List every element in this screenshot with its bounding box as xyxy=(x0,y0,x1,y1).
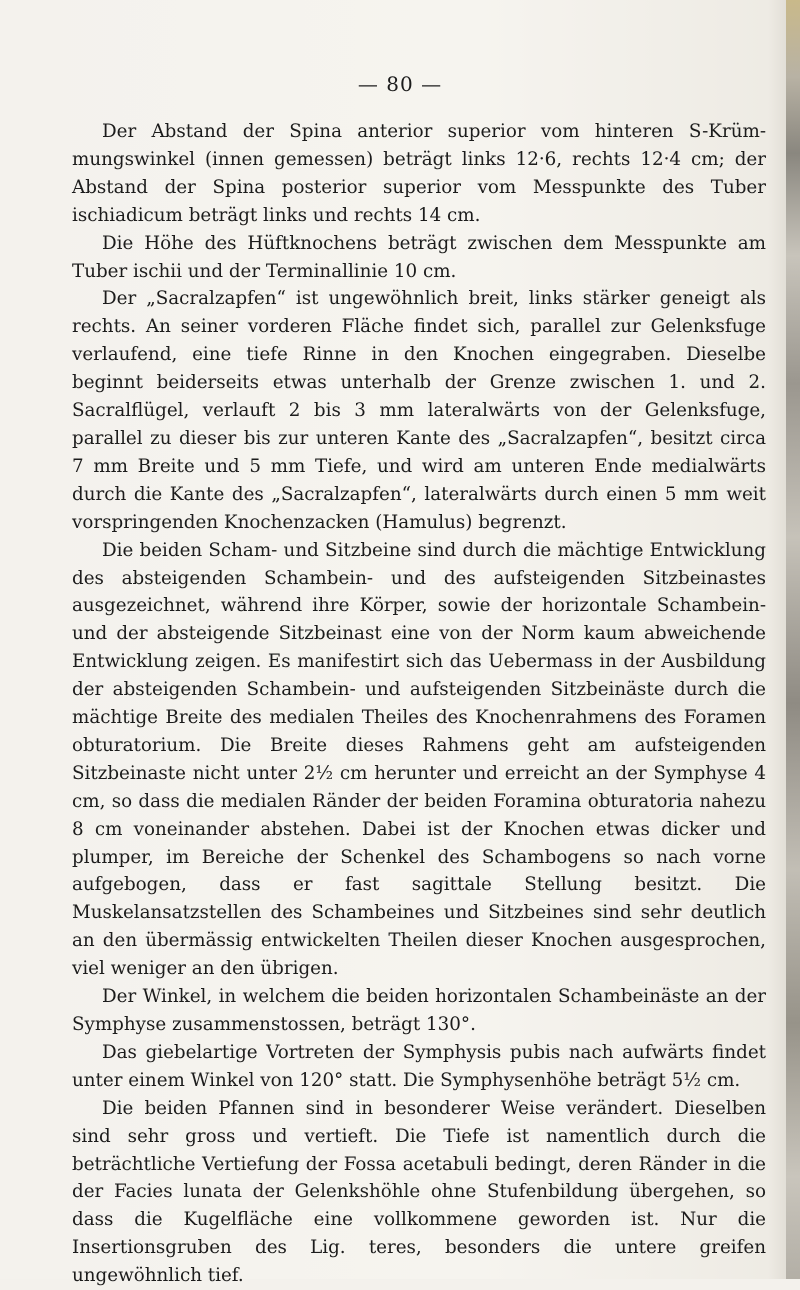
paragraph-acetabula: Die beiden Pfannen sind in besonderer Weise verändert. Dieselben sind sehr gross und vertieft. Die Tiefe ist namentlich durch die beträchtliche Vertiefung der Fossa acetabuli bedingt, deren Ränder in die der Facies lunata der Gelenkshöhle ohne Stufenbildung übergehen, so dass die Kugelfläche eine vollkommene geworden ist. Nur die Insertionsgruben des Lig. teres, besonders die untere greifen ungewöhnlich tief. xyxy=(72,1097,766,1287)
page-number: — 80 — xyxy=(357,72,443,96)
page-edge-shadow xyxy=(786,0,800,1279)
paragraph-spina-distance: Der Abstand der Spina anterior superior vom hinteren S-Krümmungswinkel (innen gemessen) beträgt links 12·6, rechts 12·4 cm; der Abstand der Spina posterior superior vom Messpunkte des Tuber ischiadicum beträgt links und rechts 14 cm. xyxy=(72,121,766,226)
paragraph-symphysis-angle: Der Winkel, in welchem die beiden horizontalen Schambeinäste an der Symphyse zusammenstossen, beträgt 130°. xyxy=(72,986,766,1035)
paragraph-sacralzapfen: Der „Sacralzapfen“ ist ungewöhnlich breit, links stärker geneigt als rechts. An seiner vorderen Fläche findet sich, parallel zur Gelenksfuge verlaufend, eine tiefe Rinne in den Knochen eingegraben. Dieselbe beginnt beiderseits etwas unterhalb der Grenze zwischen 1. und 2. Sacralflügel, verlauft 2 bis 3 mm lateralwärts von der Gelenksfuge, parallel zu dieser bis zur unteren Kante des „Sacralzapfen“, besitzt circa 7 mm Breite und 5 mm Tiefe, und wird am unteren Ende medialwärts durch die Kante des „Sacralzapfen“, lateralwärts durch einen 5 mm weit vorspringenden Knochenzacken (Hamulus) begrenzt. xyxy=(72,288,766,533)
paragraph-hip-height: Die Höhe des Hüftknochens beträgt zwischen dem Messpunkte am Tuber ischii und der Terminallinie 10 cm. xyxy=(72,232,766,282)
paragraph-pubic-ischial-bones: Die beiden Scham- und Sitzbeine sind durch die mächtige Entwicklung des absteigenden Schambein- und des aufsteigenden Sitzbeinastes ausgezeichnet, während ihre Körper, sowie der horizontale Schambein- und der absteigende Sitzbeinast eine von der Norm kaum abweichende Entwicklung zeigen. Es manifestirt sich das Uebermass in der Ausbildung der absteigenden Schambein- und aufsteigenden Sitzbeinäste durch die mächtige Breite des medialen Theiles des Knochenrahmens des Foramen obturatorium. Die Breite dieses Rahmens geht am aufsteigenden Sitzbeinaste nicht unter 2½ cm herunter und erreicht an der Symphyse 4 cm, so dass die medialen Ränder der beiden Foramina obturatoria nahezu 8 cm voneinander abstehen. Dabei ist der Knochen etwas dicker und plumper, im Bereiche der Schenkel des Schambogens so nach vorne aufgebogen, dass er fast sagittale Stellung besitzt. Die Muskelansatzstellen des Schambeines und Sitzbeines sind sehr deutlich an den übermässig entwickelten Theilen dieser Knochen ausgesprochen, viel weniger an den übrigen. xyxy=(72,539,766,980)
body-text xyxy=(72,118,766,1290)
paragraph-symphysis-height: Das giebelartige Vortreten der Symphysis pubis nach aufwärts findet unter einem Winkel von 120° statt. Die Symphysenhöhe beträgt 5½ cm. xyxy=(72,1041,766,1091)
